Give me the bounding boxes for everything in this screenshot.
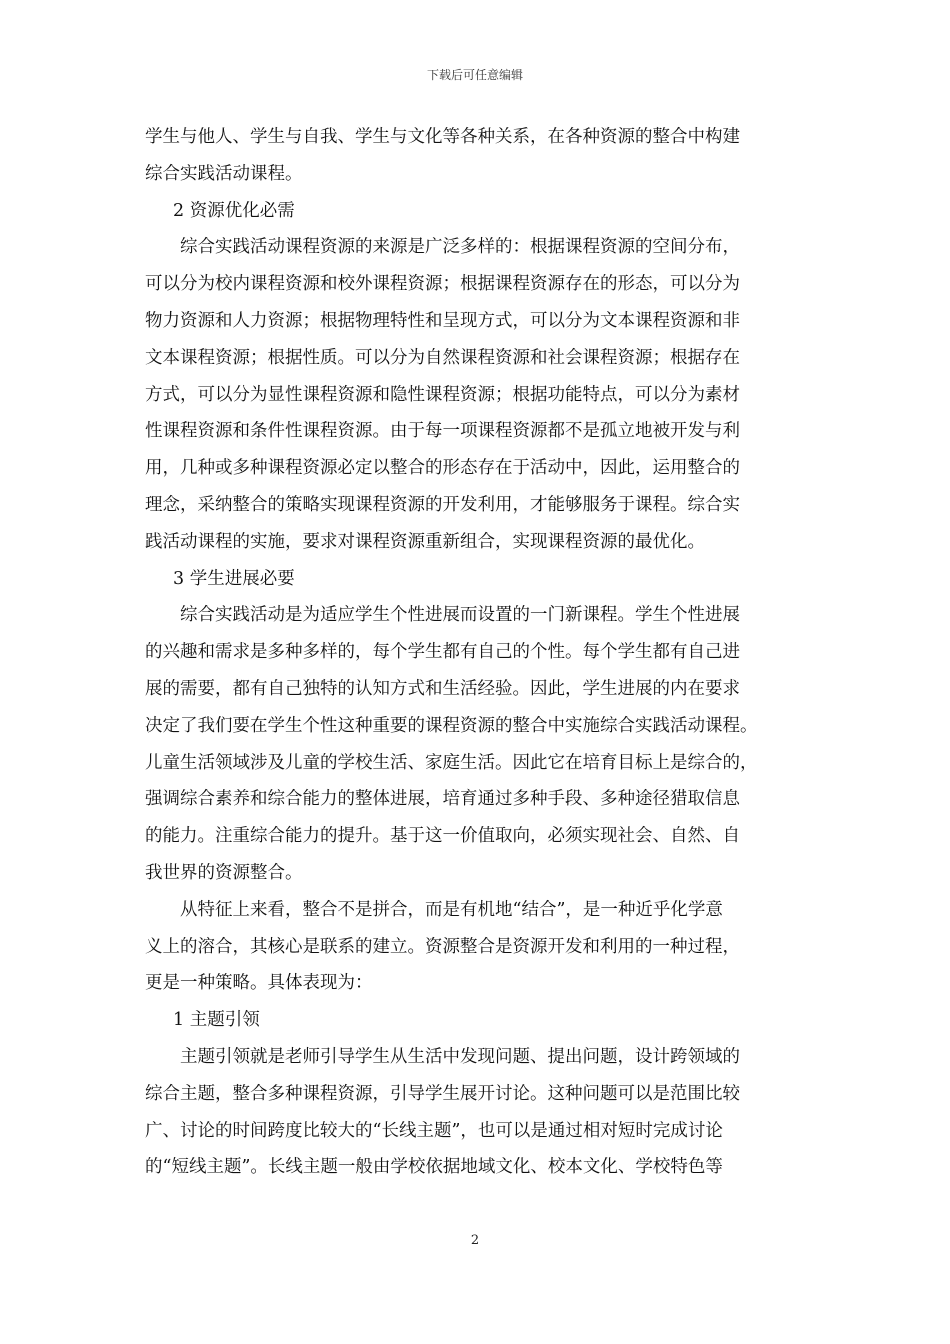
paragraph-first-line: 综合实践活动是为适应学生个性进展而设置的一门新课程。学生个性进展: [180, 605, 740, 626]
section-heading: 3 学生进展必要: [173, 568, 295, 589]
text-line: 决定了我们要在学生个性这种重要的课程资源的整合中实施综合实践活动课程。: [145, 715, 758, 736]
text-line: 学生与他人、学生与自我、学生与文化等各种关系，在各种资源的整合中构建: [145, 127, 740, 147]
text-line: 义上的溶合，其核心是联系的建立。资源整合是资源开发和利用的一种过程，: [145, 936, 740, 957]
text-line: 的“短线主题”。长线主题一般由学校依据地域文化、校本文化、学校特色等: [145, 1157, 723, 1178]
text-line: 理念，采纳整合的策略实现课程资源的开发利用，才能够服务于课程。综合实: [145, 494, 740, 515]
section-heading: 1 主题引领: [173, 1010, 260, 1031]
text-line: 方式，可以分为显性课程资源和隐性课程资源；根据功能特点，可以分为素材: [145, 384, 740, 405]
text-line: 用，几种或多种课程资源必定以整合的形态存在于活动中，因此，运用整合的: [145, 458, 740, 479]
text-line: 的兴趣和需求是多种多样的，每个学生都有自己的个性。每个学生都有自己进: [145, 642, 740, 663]
page-number: 2: [470, 1233, 480, 1248]
text-line: 我世界的资源整合。: [145, 862, 303, 883]
text-line: 强调综合素养和综合能力的整体进展，培育通过多种手段、多种途径猎取信息: [145, 789, 740, 810]
text-line: 广、讨论的时间跨度比较大的“长线主题”，也可以是通过相对短时完成讨论: [145, 1120, 723, 1141]
page-header: 下载后可任意编辑: [426, 68, 523, 82]
text-line: 更是一种策略。具体表现为：: [145, 973, 373, 994]
text-line: 践活动课程的实施，要求对课程资源重新组合，实现课程资源的最优化。: [145, 531, 705, 552]
text-line: 综合实践活动课程。: [145, 163, 303, 184]
text-line: 儿童生活领域涉及儿童的学校生活、家庭生活。因此它在培育目标上是综合的，: [145, 752, 758, 773]
text-line: 展的需要，都有自己独特的认知方式和生活经验。因此，学生进展的内在要求: [145, 678, 740, 699]
text-line: 可以分为校内课程资源和校外课程资源；根据课程资源存在的形态，可以分为: [145, 274, 740, 295]
text-line: 性课程资源和条件性课程资源。由于每一项课程资源都不是孤立地被开发与利: [145, 421, 740, 442]
text-line: 物力资源和人力资源；根据物理特性和呈现方式，可以分为文本课程资源和非: [145, 310, 740, 331]
section-heading: 2 资源优化必需: [173, 200, 295, 221]
paragraph-first-line: 综合实践活动课程资源的来源是广泛多样的：根据课程资源的空间分布，: [180, 237, 740, 258]
text-line: 的能力。注重综合能力的提升。基于这一价值取向，必须实现社会、自然、自: [145, 826, 740, 847]
text-line: 文本课程资源；根据性质。可以分为自然课程资源和社会课程资源；根据存在: [145, 347, 740, 368]
paragraph-first-line: 从特征上来看，整合不是拼合，而是有机地“结合”，是一种近乎化学意: [180, 899, 723, 920]
document-body: [145, 119, 810, 1186]
text-line: 综合主题，整合多种课程资源，引导学生展开讨论。这种问题可以是范围比较: [145, 1083, 740, 1104]
paragraph-first-line: 主题引领就是老师引导学生从生活中发现问题、提出问题，设计跨领域的: [180, 1046, 740, 1067]
